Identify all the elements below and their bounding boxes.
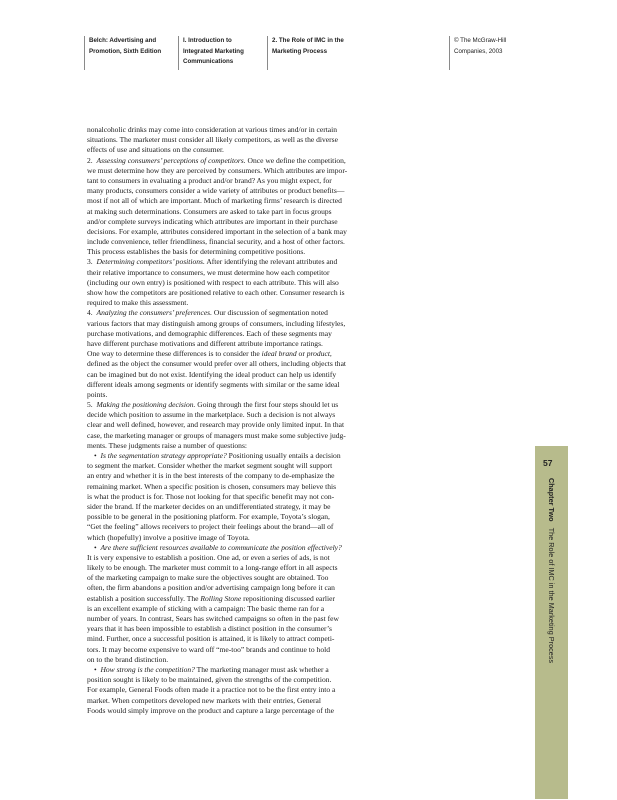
text-line: likely to be enough. The marketer must commit to a long-range effort in all aspects xyxy=(87,563,338,573)
text-line: of the marketing campaign to make sure the objectives sought are obtained. Too xyxy=(87,573,329,583)
bullet-title: Are there sufficient resources available to communicate the position effectively? xyxy=(100,542,342,552)
text-line: can be imagined but do not exist. Identifying the ideal product can help us identify xyxy=(87,369,337,379)
step-4 xyxy=(87,308,421,400)
text-line: on to the brand distinction. xyxy=(87,654,169,664)
text-line: have different purchase motivations and different attribute importance ratings. xyxy=(87,338,323,348)
paragraph-intro xyxy=(87,125,421,156)
step-title: Assessing consumers’ perceptions of competitors. xyxy=(96,155,246,165)
text-line: required to make this assessment. xyxy=(87,298,189,308)
term-ideal-brand: ideal brand xyxy=(261,349,297,359)
term-product: product, xyxy=(306,349,332,359)
text-line: It is very expensive to establish a position. One ad, or even a series of ads, is not xyxy=(87,552,330,562)
step-number: 3. xyxy=(87,257,93,267)
text-line: ments. These judgments raise a number of questions: xyxy=(87,440,247,450)
step-2 xyxy=(87,156,421,258)
text-line: case, the marketing manager or groups of managers must make some subjective judg- xyxy=(87,430,346,440)
step-number: 5. xyxy=(87,400,93,410)
text-line: sider the brand. If the marketer decides on an undifferentiated strategy, it may be xyxy=(87,501,331,511)
bullet-title: How strong is the competition? xyxy=(100,664,195,674)
text-line: to segment the market. Consider whether the market segment sought will support xyxy=(87,461,333,471)
text-line: Foods would simply improve on the product and capture a large percentage of the xyxy=(87,705,334,715)
text-line: years that it has been impossible to establish a distinct position in the consumer’s xyxy=(87,624,332,634)
text-line: The marketing manager must ask whether a xyxy=(194,664,329,674)
text-line: purchase motivations, and demographic differences. Each of these segments may xyxy=(87,328,332,338)
bullet-icon: • xyxy=(94,664,97,674)
step-title: Analyzing the consumers’ preferences. xyxy=(96,308,213,318)
bullet-icon: • xyxy=(94,451,97,460)
step-number: 2. xyxy=(87,155,93,165)
page-body xyxy=(87,125,421,716)
step-title: Making the positioning decision. xyxy=(96,400,196,410)
sidebar-chapter-title xyxy=(547,478,556,663)
text-line: at making such determinations. Consumers are asked to take part in focus groups xyxy=(87,206,332,216)
text-line: For example, General Foods often made it a practice not to be the first entry into a xyxy=(87,685,336,695)
text-line: (including our own entry) is positioned with respect to each attribute. This will also xyxy=(87,277,339,287)
text-line: market. When competitors developed new markets with their entries, General xyxy=(87,695,321,705)
text-fragment: repositioning discussed earlier xyxy=(241,593,335,603)
text-line: position sought is likely to be maintained, given the strengths of the competition. xyxy=(87,675,332,685)
step-title: Determining competitors’ positions. xyxy=(96,257,205,267)
text-line: effects of use and situations on the consumer. xyxy=(87,145,224,155)
text-line: an entry and whether it is in the best interests of the company to de-emphasize the xyxy=(87,471,335,481)
text-line: and/or complete surveys indicating which attributes are important in their purchase xyxy=(87,216,338,226)
text-fragment: One way to determine these differences is to consider the xyxy=(87,349,262,359)
bullet-resources xyxy=(87,543,421,665)
text-line: many products, consumers consider a wide variety of attributes or product benefits— xyxy=(87,186,345,196)
text-fragment: establish a position successfully. The xyxy=(87,593,201,603)
text-line: situations. The marketer must consider all likely competitors, as well as the diverse xyxy=(87,135,338,145)
text-line: defined as the object the consumer would prefer over all others, including objects that xyxy=(87,359,347,369)
text-line: mind. Further, once a successful position is attained, it is likely to attract competi- xyxy=(87,634,335,644)
text-line: After identifying the relevant attributes and xyxy=(204,257,338,267)
text-line: “Get the feeling” allows receivers to project their feelings about the brand—all of xyxy=(87,522,334,532)
text-line: Our discussion of segmentation noted xyxy=(212,308,328,318)
text-line: decide which position to assume in the marketplace. Such a decision is not always xyxy=(87,410,336,420)
text-line: different ideals among segments or identify segments with similar or the same ideal xyxy=(87,379,340,389)
text-line: decisions. For example, attributes considered important in the selection of a bank may xyxy=(87,226,347,236)
text-line: Once we define the competition, xyxy=(245,155,346,165)
text-line: clear and well defined, however, and research may provide only limited input. In that xyxy=(87,420,345,430)
page-number: 57 xyxy=(543,458,553,468)
text-line: we must determine how they are perceived by consumers. Which attributes are impor- xyxy=(87,165,348,175)
text-line: is an excellent example of sticking with a campaign: The basic theme ran for a xyxy=(87,603,325,613)
text-fragment: or xyxy=(296,349,307,359)
bullet-title: Is the segmentation strategy appropriate? xyxy=(100,451,227,460)
text-line: include convenience, teller friendliness, financial security, and a host of other factors. xyxy=(87,237,345,247)
text-line: number of years. In contrast, Sears has switched campaigns so often in the past few xyxy=(87,614,339,623)
text-line: nonalcoholic drinks may come into consideration at various times and/or in certain xyxy=(87,125,338,134)
text-line: This process establishes the basis for determining competitive positions. xyxy=(87,247,306,257)
header-part: I. Introduction to Integrated Marketing Communications xyxy=(178,36,259,70)
text-line: Going through the first four steps should let us xyxy=(195,400,339,410)
text-line: show how the competitors are positioned relative to each other. Consumer research is xyxy=(87,288,345,297)
bullet-competition xyxy=(87,665,421,716)
text-line: their relative importance to consumers, we must determine how each competitor xyxy=(87,267,330,277)
text-line: points. xyxy=(87,389,108,399)
header-copyright: © The McGraw-Hill Companies, 2003 xyxy=(449,36,526,70)
header-chapter: 2. The Role of IMC in the Marketing Process xyxy=(267,36,364,70)
running-header xyxy=(84,36,534,70)
step-3 xyxy=(87,257,421,308)
term-rolling-stone: Rolling Stone xyxy=(200,593,242,603)
text-line: tant to consumers in evaluating a product and/or brand? As you might expect, for xyxy=(87,175,332,185)
step-number: 4. xyxy=(87,308,93,318)
text-line: which (hopefully) involve a positive image of Toyota. xyxy=(87,532,250,542)
bullet-icon: • xyxy=(94,542,97,552)
header-book: Belch: Advertising and Promotion, Sixth Edition xyxy=(84,36,171,70)
step-5 xyxy=(87,400,421,451)
text-line: tors. It may become expensive to ward off “me-too” brands and continue to hold xyxy=(87,644,330,654)
bullet-segmentation xyxy=(87,451,421,543)
text-line: possible to be general in the positioning platform. For example, Toyota’s slogan, xyxy=(87,512,330,522)
text-line: various factors that may distinguish among groups of consumers, including lifestyles, xyxy=(87,318,346,328)
chapter-label: Chapter Two xyxy=(547,478,556,522)
text-line: most if not all of which are important. Much of marketing firms’ research is directed xyxy=(87,196,342,206)
text-line: often, the firm abandons a position and/or advertising campaign long before it can xyxy=(87,583,335,593)
chapter-title: The Role of IMC in the Marketing Process xyxy=(547,527,556,664)
text-line: Positioning usually entails a decision xyxy=(226,451,341,460)
text-line: remaining market. When a specific position is chosen, consumers may believe this xyxy=(87,481,337,491)
text-line: is what the product is for. Those not looking for that specific benefit may not con- xyxy=(87,491,335,501)
